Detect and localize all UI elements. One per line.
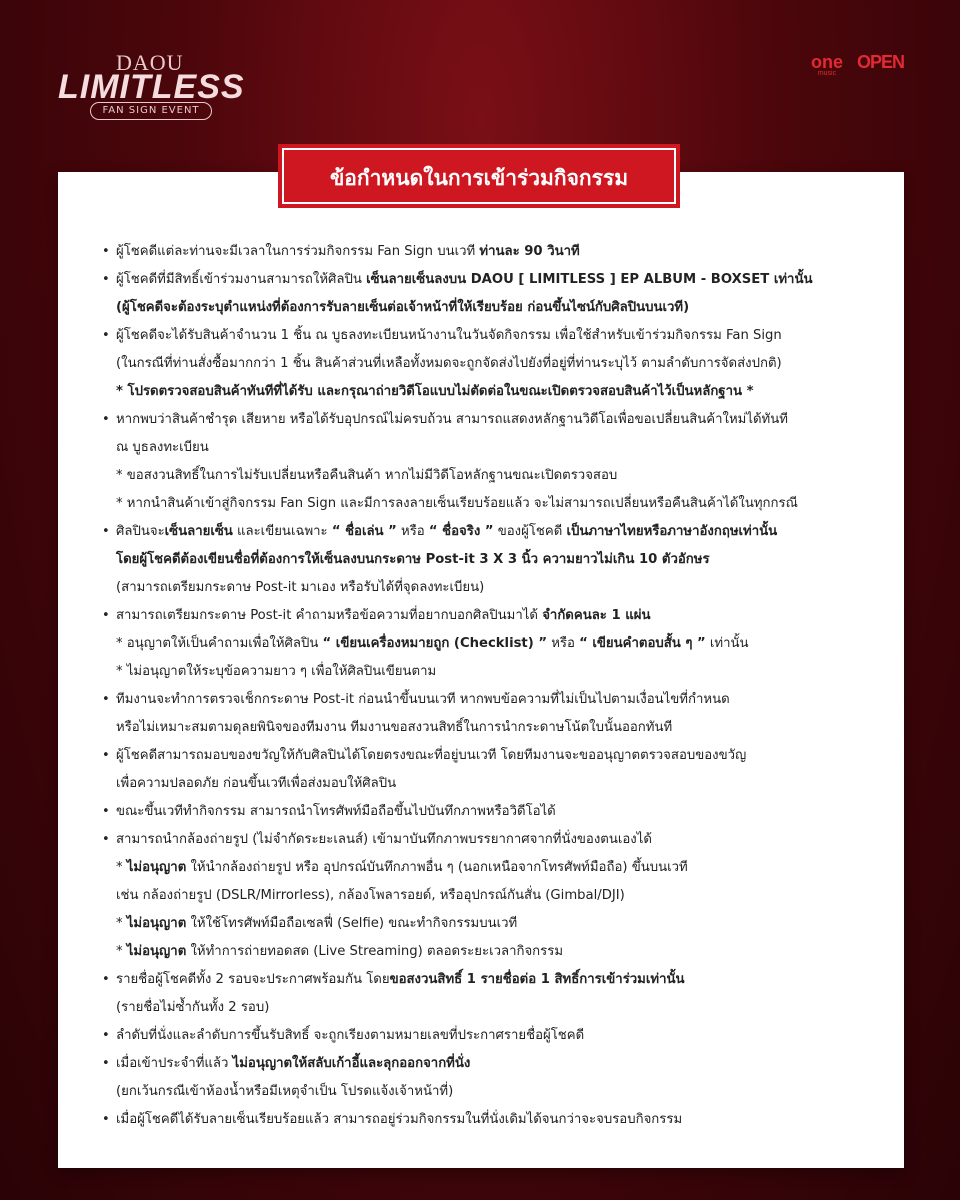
rule-text: เพื่อความปลอดภัย ก่อนขึ้นเวทีเพื่อส่งมอบให้ศิลปิน — [116, 776, 397, 791]
rule-text: * หากนำสินค้าเข้าสู่กิจกรรม Fan Sign และมีการลงลายเซ็นเรียบร้อยแล้ว จะไม่สามารถเปลี่ยนหรือคืนสินค้าได้ในทุกกรณี — [116, 496, 798, 511]
rule-text-bold: ท่านละ 90 วินาที — [479, 244, 580, 259]
rule-line — [116, 378, 864, 406]
rule-line — [116, 658, 864, 686]
rule-line — [116, 322, 864, 350]
rule-line — [116, 1078, 864, 1106]
one-music-logo: one music — [810, 52, 843, 77]
page-title: ข้อกำหนดในการเข้าร่วมกิจกรรม — [282, 148, 676, 204]
rule-line — [116, 938, 864, 966]
rule-item — [104, 826, 864, 966]
rule-item — [104, 518, 864, 602]
rule-text: ผู้โชคดีจะได้รับสินค้าจำนวน 1 ชิ้น ณ บูธลงทะเบียนหน้างานในวันจัดกิจกรรม เพื่อใช้สำหรับเข้าร่วมกิจกรรม Fan Sign — [116, 328, 782, 343]
logo-daou: DAOU — [116, 50, 184, 75]
event-logo — [58, 50, 258, 122]
rule-text: ผู้โชคดีสามารถมอบของขวัญให้กับศิลปินได้โดยตรงขณะที่อยู่บนเวที โดยทีมงานจะขออนุญาตตรวจสอบของขวัญ — [116, 748, 747, 763]
rule-text-bold: เซ็นลายเซ็นลงบน DAOU [ LIMITLESS ] EP ALBUM - BOXSET เท่านั้น — [366, 272, 813, 287]
rule-line — [116, 714, 864, 742]
rule-text-bold: * โปรดตรวจสอบสินค้าทันทีที่ได้รับ และกรุณาถ่ายวิดีโอแบบไม่ตัดต่อในขณะเปิดตรวจสอบสินค้าไว้เป็นหลักฐาน * — [116, 384, 754, 399]
rule-text: ให้ทำการถ่ายทอดสด (Live Streaming) ตลอดระยะเวลากิจกรรม — [186, 944, 564, 959]
rule-line — [116, 854, 864, 882]
rule-line — [116, 798, 864, 826]
rule-line — [116, 574, 864, 602]
rule-line — [116, 770, 864, 798]
rule-text: * ขอสงวนสิทธิ์ในการไม่รับเปลี่ยนหรือคืนสินค้า หากไม่มีวิดีโอหลักฐานขณะเปิดตรวจสอบ — [116, 468, 618, 483]
rule-item — [104, 742, 864, 798]
rule-text: หากพบว่าสินค้าชำรุด เสียหาย หรือได้รับอุปกรณ์ไม่ครบถ้วน สามารถแสดงหลักฐานวิดีโอเพื่อขอเปลี่ยนสินค้าใหม่ได้ทันที — [116, 412, 788, 427]
rule-line — [116, 1106, 864, 1134]
rule-item — [104, 686, 864, 742]
rule-text-bold: ไม่อนุญาตให้สลับเก้าอี้และลุกออกจากที่นั่ง — [232, 1056, 471, 1071]
rules-card — [58, 172, 904, 1168]
rule-text: ให้นำกล้องถ่ายรูป หรือ อุปกรณ์บันทึกภาพอื่น ๆ (นอกเหนือจากโทรศัพท์มือถือ) ขึ้นบนเวที — [186, 860, 688, 875]
rule-item — [104, 966, 864, 1022]
rule-item — [104, 1022, 864, 1050]
rule-line — [116, 238, 864, 266]
rule-text: * — [116, 944, 127, 959]
rule-text-bold: ขอสงวนสิทธิ์ 1 รายชื่อต่อ 1 สิทธิ์การเข้าร่วมเท่านั้น — [389, 972, 685, 987]
rule-text-bold: เป็นภาษาไทยหรือภาษาอังกฤษเท่านั้น — [566, 524, 778, 539]
rule-text: สามารถนำกล้องถ่ายรูป (ไม่จำกัดระยะเลนส์) เข้ามาบันทึกภาพบรรยากาศจากที่นั่งของตนเองได้ — [116, 832, 652, 847]
rule-text-bold: “ เขียนคำตอบสั้น ๆ ” — [579, 636, 706, 651]
rule-text-bold: (ผู้โชคดีจะต้องระบุตำแหน่งที่ต้องการรับลายเซ็นต่อเจ้าหน้าที่ให้เรียบร้อย ก่อนขึ้นไซน์กับศิลปินบนเวที) — [116, 300, 690, 315]
rule-item — [104, 602, 864, 686]
rule-text: และเขียนเฉพาะ — [232, 524, 332, 539]
rule-line — [116, 518, 864, 546]
rule-text: (สามารถเตรียมกระดาษ Post-it มาเอง หรือรับได้ที่จุดลงทะเบียน) — [116, 580, 485, 595]
rule-item — [104, 266, 864, 322]
rule-line — [116, 742, 864, 770]
rule-line — [116, 1050, 864, 1078]
rule-text: เมื่อเข้าประจำที่แล้ว — [116, 1056, 233, 1071]
rule-line — [116, 294, 864, 322]
rule-line — [116, 546, 864, 574]
rule-text: * — [116, 916, 127, 931]
rule-text: ณ บูธลงทะเบียน — [116, 440, 209, 455]
rule-text: ของผู้โชคดี — [493, 524, 567, 539]
rule-line — [116, 686, 864, 714]
rule-text: เท่านั้น — [705, 636, 749, 651]
rule-text: ผู้โชคดีแต่ละท่านจะมีเวลาในการร่วมกิจกรรม Fan Sign บนเวที — [116, 244, 480, 259]
rule-text: ศิลปินจะ — [116, 524, 165, 539]
rule-text: เมื่อผู้โชคดีได้รับลายเซ็นเรียบร้อยแล้ว สามารถอยู่ร่วมกิจกรรมในที่นั่งเดิมได้จนกว่าจะจบรอบกิจกรรม — [116, 1112, 683, 1127]
rule-line — [116, 882, 864, 910]
rule-line — [116, 434, 864, 462]
sponsor-logos — [811, 54, 904, 78]
rule-text: (รายชื่อไม่ซ้ำกันทั้ง 2 รอบ) — [116, 1000, 270, 1015]
rule-line — [116, 602, 864, 630]
rule-text: หรือไม่เหมาะสมตามดุลยพินิจของทีมงาน ทีมงานขอสงวนสิทธิ์ในการนำกระดาษโน้ตใบนั้นออกทันที — [116, 720, 673, 735]
rule-text: ผู้โชคดีที่มีสิทธิ์เข้าร่วมงานสามารถให้ศิลปิน — [116, 272, 367, 287]
rule-text: (ยกเว้นกรณีเข้าห้องน้ำหรือมีเหตุจำเป็น โปรดแจ้งเจ้าหน้าที่) — [116, 1084, 454, 1099]
rule-text: * — [116, 860, 127, 875]
rule-text: (ในกรณีที่ท่านสั่งซื้อมากกว่า 1 ชิ้น สินค้าส่วนที่เหลือทั้งหมดจะถูกจัดส่งไปยังที่อยู่ที่ท่านระบุไว้ ตามลำดับการจัดส่งปกติ) — [116, 356, 782, 371]
rule-line — [116, 1022, 864, 1050]
rule-text: หรือ — [396, 524, 429, 539]
rule-line — [116, 266, 864, 294]
open-logo: OPEN — [856, 52, 904, 72]
rule-line — [116, 630, 864, 658]
rule-text-bold: เซ็นลายเซ็น — [164, 524, 233, 539]
rule-text: สามารถเตรียมกระดาษ Post-it คำถามหรือข้อความที่อยากบอกศิลปินมาได้ — [116, 608, 543, 623]
rule-item — [104, 322, 864, 406]
rule-line — [116, 994, 864, 1022]
rule-item — [104, 1106, 864, 1134]
rule-text-bold: “ ชื่อจริง ” — [428, 524, 494, 539]
rule-text: เช่น กล้องถ่ายรูป (DSLR/Mirrorless), กล้องโพลารอยด์, หรืออุปกรณ์กันสั่น (Gimbal/DJI) — [116, 888, 625, 903]
rule-line — [116, 966, 864, 994]
rule-text-bold: จำกัดคนละ 1 แผ่น — [542, 608, 651, 623]
rule-item — [104, 238, 864, 266]
logo-fan-sign-event: FAN SIGN EVENT — [90, 102, 212, 120]
rule-text: ขณะขึ้นเวทีทำกิจกรรม สามารถนำโทรศัพท์มือถือขึ้นไปบันทึกภาพหรือวิดีโอได้ — [116, 804, 556, 819]
rule-text-bold: โดยผู้โชคดีต้องเขียนชื่อที่ต้องการให้เซ็นลงบนกระดาษ Post-it 3 X 3 นิ้ว ความยาวไม่เกิน 10 ตัวอักษร — [116, 552, 710, 567]
rules-list — [58, 238, 904, 1134]
rule-item — [104, 406, 864, 518]
rule-text: ทีมงานจะทำการตรวจเช็กกระดาษ Post-it ก่อนนำขึ้นบนเวที หากพบข้อความที่ไม่เป็นไปตามเงื่อนไขที่กำหนด — [116, 692, 730, 707]
rule-line — [116, 406, 864, 434]
rule-text: * ไม่อนุญาตให้ระบุข้อความยาว ๆ เพื่อให้ศิลปินเขียนตาม — [116, 664, 437, 679]
rule-line — [116, 350, 864, 378]
rule-line — [116, 462, 864, 490]
rule-line — [116, 910, 864, 938]
rule-item — [104, 798, 864, 826]
rule-line — [116, 490, 864, 518]
rule-text: หรือ — [547, 636, 580, 651]
rule-text: รายชื่อผู้โชคดีทั้ง 2 รอบจะประกาศพร้อมกัน โดย — [116, 972, 390, 987]
rule-text-bold: ไม่อนุญาต — [126, 916, 187, 931]
rule-item — [104, 1050, 864, 1106]
rule-text-bold: ไม่อนุญาต — [126, 944, 187, 959]
logo-limitless: LIMITLESS — [58, 68, 245, 106]
rule-text-bold: “ ชื่อเล่น ” — [331, 524, 397, 539]
rule-text: * อนุญาตให้เป็นคำถามเพื่อให้ศิลปิน — [116, 636, 323, 651]
rule-text-bold: “ เขียนเครื่องหมายถูก (Checklist) ” — [322, 636, 548, 651]
rule-line — [116, 826, 864, 854]
rule-text: ลำดับที่นั่งและลำดับการขึ้นรับสิทธิ์ จะถูกเรียงตามหมายเลขที่ประกาศรายชื่อผู้โชคดี — [116, 1028, 585, 1043]
rule-text: ให้ใช้โทรศัพท์มือถือเซลฟี่ (Selfie) ขณะทำกิจกรรมบนเวที — [186, 916, 518, 931]
rule-text-bold: ไม่อนุญาต — [126, 860, 187, 875]
